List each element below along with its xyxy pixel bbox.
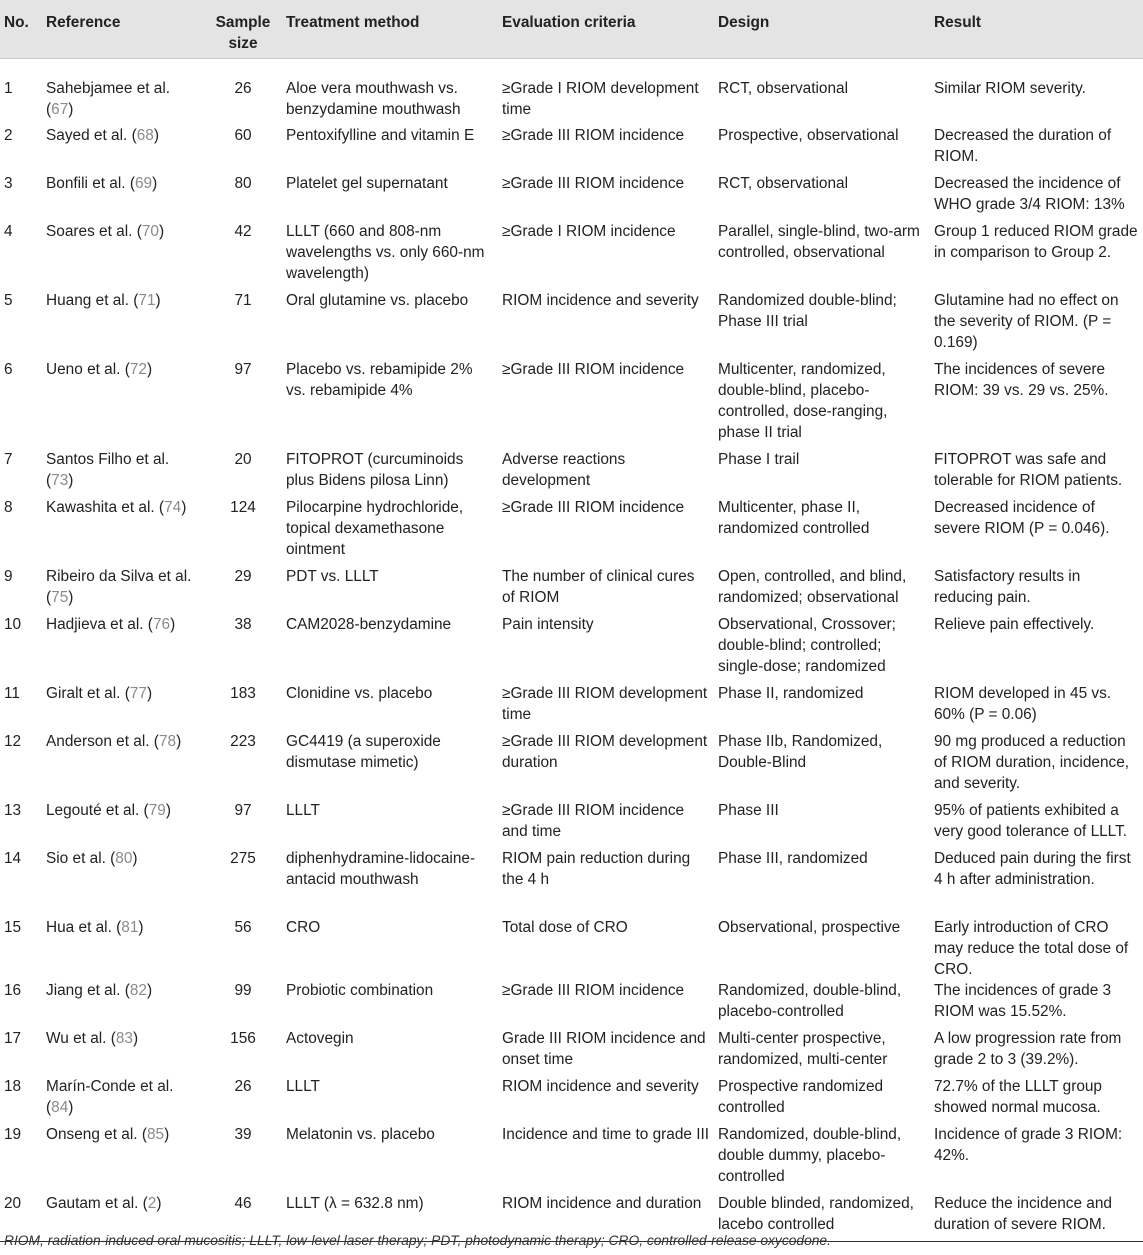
citation-link[interactable]: 74	[164, 499, 182, 516]
cell-reference: Hadjieva et al. (76)	[46, 616, 176, 633]
cell-reference: Ribeiro da Silva et al. (75)	[46, 568, 192, 606]
cell-result: Relieve pain effectively.	[934, 616, 1095, 633]
citation-link[interactable]: 73	[51, 472, 69, 489]
cell-sample-size: 39	[234, 1126, 252, 1143]
cell-sample-size: 71	[234, 292, 252, 309]
citation-link[interactable]: 71	[138, 292, 156, 309]
citation-link[interactable]: 70	[141, 223, 159, 240]
table-row	[0, 980, 1143, 1028]
cell-design: Observational, prospective	[718, 919, 901, 936]
citation-link[interactable]: 76	[152, 616, 171, 633]
cell-no: 5	[4, 292, 13, 309]
citation-link[interactable]: 75	[51, 589, 69, 606]
cell-design: Open, controlled, and blind, randomized; observational	[718, 568, 907, 606]
cell-result: Satisfactory results in reducing pain.	[934, 568, 1081, 606]
cell-sample-size: 124	[230, 499, 256, 516]
cell-reference: Jiang et al. (82)	[46, 982, 153, 999]
cell-result: FITOPROT was safe and tolerable for RIOM patients.	[934, 451, 1123, 489]
table-row	[0, 497, 1143, 566]
cell-evaluation-criteria: ≥Grade III RIOM development time	[502, 685, 708, 723]
cell-evaluation-criteria: ≥Grade III RIOM incidence and time	[502, 802, 685, 840]
table-row	[0, 731, 1143, 800]
cell-no: 16	[4, 982, 22, 999]
cell-treatment-method: Probiotic combination	[286, 982, 434, 999]
cell-reference: Wu et al. (83)	[46, 1030, 139, 1047]
citation-link[interactable]: 2	[147, 1195, 157, 1212]
cell-result: RIOM developed in 45 vs. 60% (P = 0.06)	[934, 685, 1112, 723]
cell-evaluation-criteria: Pain intensity	[502, 616, 594, 633]
cell-reference: Gautam et al. (2)	[46, 1195, 162, 1212]
citation-link[interactable]: 83	[115, 1030, 133, 1047]
citation-link[interactable]: 84	[51, 1099, 69, 1116]
cell-treatment-method: CAM2028-benzydamine	[286, 616, 452, 633]
cell-reference: Kawashita et al. (74)	[46, 499, 187, 516]
reference-author: Kawashita et al.	[46, 499, 155, 516]
cell-treatment-method: diphenhydramine-lidocaine-antacid mouthwash	[286, 850, 476, 888]
cell-evaluation-criteria: RIOM incidence and severity	[502, 1078, 699, 1095]
reference-author: Ribeiro da Silva et al.	[46, 568, 192, 585]
cell-no: 8	[4, 499, 13, 516]
cell-reference: Sayed et al. (68)	[46, 127, 159, 144]
cell-evaluation-criteria: ≥Grade III RIOM incidence	[502, 175, 685, 192]
cell-sample-size: 156	[230, 1030, 256, 1047]
header-result: Result	[930, 0, 1143, 58]
cell-no: 3	[4, 175, 13, 192]
cell-design: RCT, observational	[718, 175, 849, 192]
cell-no: 10	[4, 616, 22, 633]
header-reference: Reference	[42, 0, 204, 58]
cell-treatment-method: FITOPROT (curcuminoids plus Bidens pilosa Linn)	[286, 451, 464, 489]
cell-reference: Sahebjamee et al. (67)	[46, 79, 171, 118]
reference-author: Marín-Conde et al.	[46, 1078, 174, 1095]
cell-reference: Soares et al. (70)	[46, 223, 165, 240]
cell-sample-size: 183	[230, 685, 256, 702]
cell-result: Decreased the duration of RIOM.	[934, 127, 1112, 165]
table-body	[0, 58, 1143, 1241]
cell-result: Similar RIOM severity.	[934, 79, 1086, 97]
cell-treatment-method: PDT vs. LLLT	[286, 568, 379, 585]
cell-no: 15	[4, 919, 22, 936]
cell-treatment-method: Pentoxifylline and vitamin E	[286, 127, 475, 144]
reference-author: Gautam et al.	[46, 1195, 139, 1212]
cell-design: Multicenter, phase II, randomized controlled	[718, 499, 870, 537]
cell-no: 13	[4, 802, 22, 819]
table-row	[0, 221, 1143, 290]
reference-author: Jiang et al.	[46, 982, 121, 999]
cell-evaluation-criteria: ≥Grade III RIOM incidence	[502, 361, 685, 378]
citation-link[interactable]: 79	[148, 802, 166, 819]
cell-design: Phase III	[718, 802, 779, 819]
cell-reference: Legouté et al. (79)	[46, 802, 171, 819]
cell-treatment-method: LLLT	[286, 1078, 320, 1095]
cell-sample-size: 80	[234, 175, 252, 192]
cell-treatment-method: LLLT (660 and 808-nm wavelengths vs. only 660-nm wavelength)	[286, 223, 485, 282]
cell-treatment-method: Oral glutamine vs. placebo	[286, 292, 469, 309]
citation-link[interactable]: 77	[129, 685, 147, 702]
cell-treatment-method: CRO	[286, 919, 321, 936]
cell-result: Decreased the incidence of WHO grade 3/4 RIOM: 13%	[934, 175, 1125, 213]
reference-author: Sayed et al.	[46, 127, 128, 144]
table-row	[0, 173, 1143, 221]
cell-design: Phase II, randomized	[718, 685, 864, 702]
cell-design: Randomized, double-blind, placebo-controlled	[718, 982, 902, 1020]
cell-evaluation-criteria: ≥Grade I RIOM incidence	[502, 223, 676, 240]
reference-author: Sahebjamee et al.	[46, 79, 171, 97]
cell-reference: Marín-Conde et al. (84)	[46, 1078, 174, 1116]
cell-design: Double blinded, randomized, lacebo controlled	[718, 1195, 914, 1233]
citation-link[interactable]: 68	[136, 127, 154, 144]
cell-no: 1	[4, 79, 13, 97]
table-row	[0, 58, 1143, 125]
cell-evaluation-criteria: ≥Grade I RIOM development time	[502, 79, 699, 118]
table-row	[0, 614, 1143, 683]
cell-no: 11	[4, 685, 20, 702]
cell-sample-size: 223	[230, 733, 256, 750]
cell-design: Prospective randomized controlled	[718, 1078, 884, 1116]
cell-no: 7	[4, 451, 13, 468]
table-row	[0, 1124, 1143, 1193]
citation-link[interactable]: 80	[115, 850, 133, 867]
table-row	[0, 359, 1143, 449]
citation-link[interactable]: 81	[121, 919, 139, 936]
cell-design: Parallel, single-blind, two-arm controlled, observational	[718, 223, 920, 261]
cell-evaluation-criteria: RIOM incidence and duration	[502, 1195, 702, 1212]
cell-no: 17	[4, 1030, 22, 1047]
cell-reference: Sio et al. (80)	[46, 850, 138, 867]
cell-design: RCT, observational	[718, 79, 849, 97]
citation-link[interactable]: 67	[51, 100, 69, 118]
cell-reference: Onseng et al. (85)	[46, 1126, 170, 1143]
cell-treatment-method: Platelet gel supernatant	[286, 175, 448, 192]
cell-evaluation-criteria: Grade III RIOM incidence and onset time	[502, 1030, 706, 1068]
cell-result: 95% of patients exhibited a very good tolerance of LLLT.	[934, 802, 1128, 840]
reference-author: Bonfili et al.	[46, 175, 126, 192]
table-row	[0, 290, 1143, 359]
cell-no: 9	[4, 568, 13, 585]
cell-sample-size: 20	[234, 451, 252, 468]
cell-treatment-method: LLLT (λ = 632.8 nm)	[286, 1195, 424, 1212]
table-row	[0, 125, 1143, 173]
table-row	[0, 800, 1143, 848]
cell-treatment-method: Placebo vs. rebamipide 2% vs. rebamipide 4%	[286, 361, 473, 399]
reference-author: Santos Filho et al.	[46, 451, 170, 468]
cell-design: Randomized double-blind; Phase III trial	[718, 292, 897, 330]
cell-sample-size: 46	[234, 1195, 252, 1212]
cell-evaluation-criteria: ≥Grade III RIOM incidence	[502, 982, 685, 999]
reference-author: Hua et al.	[46, 919, 112, 936]
reference-author: Ueno et al.	[46, 361, 121, 378]
cell-design: Multi-center prospective, randomized, multi-center	[718, 1030, 888, 1068]
cell-result: Deduced pain during the first 4 h after administration.	[934, 850, 1131, 888]
cell-sample-size: 275	[230, 850, 256, 867]
cell-reference: Huang et al. (71)	[46, 292, 161, 309]
cell-sample-size: 29	[234, 568, 252, 585]
reference-author: Hadjieva et al.	[46, 616, 144, 633]
cell-no: 12	[4, 733, 22, 750]
cell-evaluation-criteria: Adverse reactions development	[502, 451, 626, 489]
cell-treatment-method: Aloe vera mouthwash vs. benzydamine mouthwash	[286, 79, 461, 118]
cell-no: 19	[4, 1126, 22, 1143]
header-no: No.	[0, 0, 42, 58]
cell-no: 6	[4, 361, 13, 378]
cell-result: Early introduction of CRO may reduce the total dose of CRO.	[934, 919, 1129, 978]
table-row	[0, 848, 1143, 917]
cell-evaluation-criteria: ≥Grade III RIOM development duration	[502, 733, 708, 771]
reference-author: Anderson et al.	[46, 733, 150, 750]
table-row	[0, 683, 1143, 731]
cell-evaluation-criteria: RIOM incidence and severity	[502, 292, 699, 309]
reference-author: Onseng et al.	[46, 1126, 138, 1143]
header-treatment-method: Treatment method	[282, 0, 498, 58]
citation-link[interactable]: 72	[129, 361, 147, 378]
cell-no: 2	[4, 127, 13, 144]
citation-link[interactable]: 82	[129, 982, 147, 999]
cell-no: 18	[4, 1078, 22, 1095]
cell-evaluation-criteria: ≥Grade III RIOM incidence	[502, 127, 685, 144]
cell-result: Decreased incidence of severe RIOM (P = 0.046).	[934, 499, 1110, 537]
cell-reference: Bonfili et al. (69)	[46, 175, 158, 192]
cell-design: Phase I trail	[718, 451, 800, 468]
cell-reference: Ueno et al. (72)	[46, 361, 153, 378]
cell-reference: Giralt et al. (77)	[46, 685, 153, 702]
cell-sample-size: 26	[234, 1078, 252, 1095]
table-row	[0, 1028, 1143, 1076]
cell-evaluation-criteria: Total dose of CRO	[502, 919, 628, 936]
cell-design: Multicenter, randomized, double-blind, placebo-controlled, dose-ranging, phase II trial	[718, 361, 888, 441]
table-header	[0, 0, 1143, 58]
cell-treatment-method: GC4419 (a superoxide dismutase mimetic)	[286, 733, 441, 771]
table-row	[0, 449, 1143, 497]
cell-design: Phase III, randomized	[718, 850, 868, 867]
cell-no: 14	[4, 850, 22, 867]
cell-design: Randomized, double-blind, double dummy, placebo-controlled	[718, 1126, 902, 1185]
cell-result: A low progression rate from grade 2 to 3 (39.2%).	[934, 1030, 1122, 1068]
reference-author: Sio et al.	[46, 850, 106, 867]
cell-result: Glutamine had no effect on the severity of RIOM. (P = 0.169)	[934, 292, 1119, 351]
citation-link[interactable]: 78	[158, 733, 177, 750]
table-footnote: RIOM, radiation-induced oral mucositis; LLLT, low-level laser therapy; PDT, photodynamic therapy; CRO, controlled-release oxycodone.	[4, 1233, 831, 1248]
cell-sample-size: 97	[234, 802, 252, 819]
reference-author: Legouté et al.	[46, 802, 140, 819]
cell-result: The incidences of severe RIOM: 39 vs. 29 vs. 25%.	[934, 361, 1109, 399]
reference-author: Soares et al.	[46, 223, 133, 240]
header-evaluation-criteria: Evaluation criteria	[498, 0, 714, 58]
cell-sample-size: 60	[234, 127, 252, 144]
cell-treatment-method: Clonidine vs. placebo	[286, 685, 433, 702]
citation-link[interactable]: 69	[134, 175, 153, 192]
cell-treatment-method: Actovegin	[286, 1030, 354, 1047]
header-design: Design	[714, 0, 930, 58]
cell-sample-size: 99	[234, 982, 252, 999]
reference-author: Wu et al.	[46, 1030, 107, 1047]
reference-author: Giralt et al.	[46, 685, 121, 702]
reference-author: Huang et al.	[46, 292, 129, 309]
cell-result: Reduce the incidence and duration of severe RIOM.	[934, 1195, 1112, 1233]
table-row	[0, 1076, 1143, 1124]
cell-reference: Hua et al. (81)	[46, 919, 144, 936]
citation-link[interactable]: 85	[146, 1126, 165, 1143]
cell-design: Observational, Crossover; double-blind; controlled; single-dose; randomized	[718, 616, 896, 675]
cell-design: Phase IIb, Randomized, Double-Blind	[718, 733, 883, 771]
cell-no: 4	[4, 223, 13, 240]
header-sample-size: Sample size	[204, 0, 282, 58]
cell-design: Prospective, observational	[718, 127, 899, 144]
cell-treatment-method: Pilocarpine hydrochloride, topical dexamethasone ointment	[286, 499, 464, 558]
cell-evaluation-criteria: RIOM pain reduction during the 4 h	[502, 850, 691, 888]
cell-sample-size: 42	[234, 223, 252, 240]
cell-result: Incidence of grade 3 RIOM: 42%.	[934, 1126, 1123, 1164]
cell-evaluation-criteria: ≥Grade III RIOM incidence	[502, 499, 685, 516]
cell-sample-size: 97	[234, 361, 252, 378]
cell-no: 20	[4, 1195, 22, 1212]
table-row	[0, 566, 1143, 614]
cell-treatment-method: LLLT	[286, 802, 320, 819]
cell-evaluation-criteria: Incidence and time to grade III	[502, 1126, 710, 1143]
cell-result: The incidences of grade 3 RIOM was 15.52%.	[934, 982, 1112, 1020]
cell-sample-size: 38	[234, 616, 252, 633]
cell-result: Group 1 reduced RIOM grade in comparison to Group 2.	[934, 223, 1138, 261]
cell-sample-size: 56	[234, 919, 252, 936]
cell-evaluation-criteria: The number of clinical cures of RIOM	[502, 568, 695, 606]
cell-result: 72.7% of the LLLT group showed normal mucosa.	[934, 1078, 1102, 1116]
cell-sample-size: 26	[234, 79, 252, 97]
cell-reference: Anderson et al. (78)	[46, 733, 182, 750]
cell-result: 90 mg produced a reduction of RIOM duration, incidence, and severity.	[934, 733, 1130, 792]
table-row	[0, 917, 1143, 980]
cell-treatment-method: Melatonin vs. placebo	[286, 1126, 435, 1143]
cell-reference: Santos Filho et al. (73)	[46, 451, 170, 489]
